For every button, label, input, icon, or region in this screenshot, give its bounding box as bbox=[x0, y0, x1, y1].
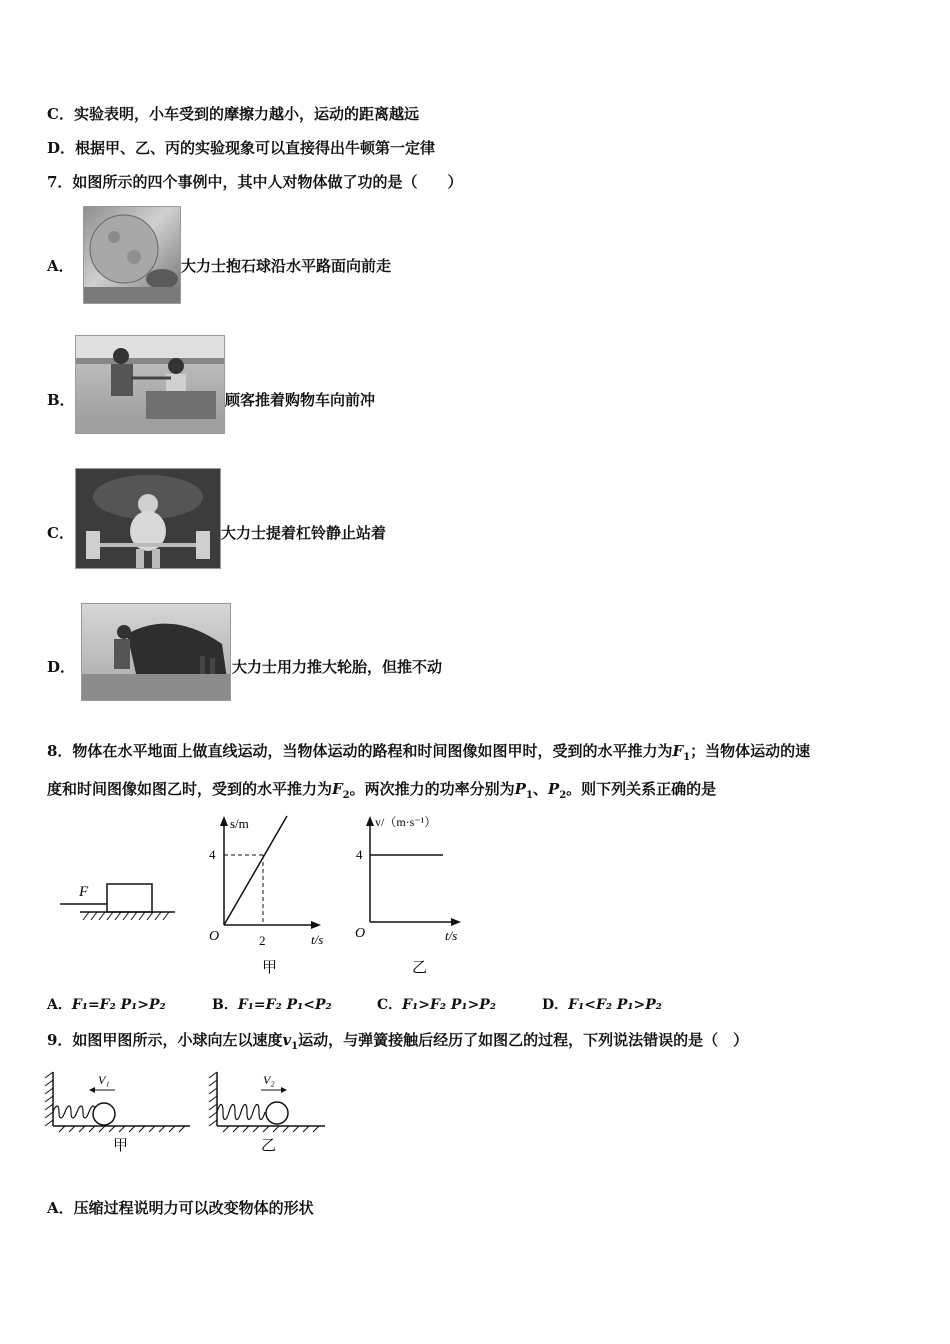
q8-sub-1: 1 bbox=[683, 752, 691, 763]
q8-answer-a-rel2: P₁>P₂ bbox=[120, 997, 166, 1013]
block bbox=[107, 884, 152, 912]
q8-answer-a-rel1: F₁=F₂ bbox=[71, 997, 116, 1013]
question-8-line-2 bbox=[47, 778, 716, 801]
q8-answer-c-rel2: P₁>P₂ bbox=[450, 997, 496, 1013]
q7-option-d-label: D． bbox=[47, 658, 76, 676]
q8-answer-b bbox=[212, 994, 332, 1014]
q8-var-p1: P bbox=[514, 780, 526, 798]
ball-left bbox=[93, 1103, 115, 1125]
question-8-line-1 bbox=[47, 740, 810, 763]
q8-answer-d bbox=[542, 994, 662, 1014]
spring-figure-yi bbox=[209, 1072, 325, 1154]
stone-ball-image bbox=[84, 207, 180, 303]
q8-text-2c: 、 bbox=[532, 780, 548, 798]
question-7: 7．如图所示的四个事例中，其中人对物体做了功的是（ ） bbox=[47, 173, 463, 191]
graph-a-y-arrow bbox=[220, 816, 228, 826]
q7-option-b-text: 顾客推着购物车向前冲 bbox=[225, 391, 376, 409]
q8-text-2d: 。则下列关系正确的是 bbox=[566, 780, 717, 798]
q9-text-a: 9．如图甲图所示，小球向左以速度 bbox=[47, 1031, 283, 1049]
q8-text-2b: 。两次推力的功率分别为 bbox=[349, 780, 515, 798]
v1-label: V₁ bbox=[98, 1073, 110, 1087]
graph-a-origin: O bbox=[209, 929, 220, 944]
floor-right-hatch bbox=[223, 1126, 319, 1132]
q7-option-d-text: 大力士用力推大轮胎，但推不动 bbox=[232, 658, 443, 676]
q7-option-c-text: 大力士提着杠铃静止站着 bbox=[221, 524, 387, 542]
caption-jia: 甲 bbox=[113, 1138, 129, 1154]
q9-option-a-label: A． bbox=[47, 1199, 74, 1217]
graph-a-caption: 甲 bbox=[262, 960, 278, 976]
q9-var-v1: v bbox=[282, 1031, 292, 1049]
spring-right bbox=[217, 1105, 265, 1120]
wall-right-hatch bbox=[209, 1072, 217, 1126]
graph-b-caption: 乙 bbox=[412, 960, 428, 976]
q8-answer-c bbox=[377, 994, 496, 1014]
force-label: F bbox=[79, 884, 89, 900]
q8-var-f1: F bbox=[672, 742, 684, 760]
tire-image bbox=[82, 604, 230, 700]
q8-answer-d-rel1: F₁<F₂ bbox=[568, 997, 613, 1013]
q8-sub-p1: 1 bbox=[525, 790, 533, 801]
graph-b-xlabel: t/s bbox=[445, 928, 458, 943]
q7-option-c-label: C． bbox=[47, 524, 74, 542]
q8-answer-b-rel1: F₁=F₂ bbox=[237, 997, 282, 1013]
graph-b-y-arrow bbox=[366, 816, 374, 826]
q8-answer-c-label: C． bbox=[377, 997, 403, 1013]
option-d-prev: D．根据甲、乙、丙的实验现象可以直接得出牛顿第一定律 bbox=[47, 139, 436, 157]
spring-figure-jia bbox=[45, 1072, 190, 1154]
q8-answer-d-rel2: P₁>P₂ bbox=[616, 997, 662, 1013]
q8-sub-p2: 2 bbox=[559, 790, 567, 801]
q9-text-b: 运动，与弹簧接触后经历了如图乙的过程，下列说法错误的是（ ） bbox=[298, 1031, 749, 1049]
q8-sub-2: 2 bbox=[342, 790, 350, 801]
option-c-prev: C．实验表明，小车受到的摩擦力越小，运动的距离越远 bbox=[47, 105, 419, 123]
arrow-right-head bbox=[281, 1087, 287, 1093]
question-9 bbox=[47, 1029, 748, 1052]
q8-answer-d-label: D． bbox=[542, 997, 569, 1013]
ball-right bbox=[266, 1102, 288, 1124]
v2-label: V₂ bbox=[263, 1073, 275, 1087]
q7-option-b-label: B． bbox=[47, 391, 75, 409]
shopping-cart-photo bbox=[75, 335, 225, 434]
graph-a-y-tick: 4 bbox=[209, 847, 216, 862]
graph-b-x-arrow bbox=[451, 918, 461, 926]
q9-figure bbox=[45, 1068, 335, 1158]
ground-hatch bbox=[83, 912, 169, 920]
graph-a-xlabel: t/s bbox=[311, 932, 324, 947]
graph-b-origin: O bbox=[355, 926, 366, 941]
shopping-cart-image bbox=[76, 336, 224, 433]
q8-text-1a: 8．物体在水平地面上做直线运动，当物体运动的路程和时间图像如图甲时，受到的水平推力为 bbox=[47, 742, 673, 760]
caption-yi: 乙 bbox=[261, 1138, 277, 1154]
q8-text-2a: 度和时间图像如图乙时，受到的水平推力为 bbox=[47, 780, 333, 798]
q8-answer-b-label: B． bbox=[212, 997, 238, 1013]
graph-a bbox=[209, 816, 323, 976]
floor-left-hatch bbox=[59, 1126, 185, 1132]
graph-a-ylabel: s/m bbox=[230, 816, 249, 831]
q7-option-a-label: A． bbox=[47, 257, 74, 275]
stone-ball-photo bbox=[83, 206, 181, 304]
wall-left-hatch bbox=[45, 1072, 53, 1126]
graph-a-x-arrow bbox=[311, 921, 321, 929]
graph-b bbox=[355, 815, 461, 976]
q8-var-f2: F bbox=[332, 780, 343, 798]
graph-a-x-tick: 2 bbox=[259, 933, 266, 948]
arrow-left-head bbox=[89, 1087, 95, 1093]
q9-option-a bbox=[47, 1197, 314, 1218]
q9-option-a-text: 压缩过程说明力可以改变物体的形状 bbox=[73, 1199, 314, 1217]
graph-b-y-tick: 4 bbox=[356, 847, 363, 862]
q8-answer-b-rel2: P₁<P₂ bbox=[286, 997, 332, 1013]
q8-answer-c-rel1: F₁>F₂ bbox=[402, 997, 447, 1013]
q8-answer-a-label: A． bbox=[47, 997, 72, 1013]
q8-text-1b: ；当物体运动的速 bbox=[690, 742, 811, 760]
q8-var-p2: P bbox=[547, 780, 560, 798]
q8-answer-a bbox=[47, 994, 166, 1014]
q7-option-a-text: 大力士抱石球沿水平路面向前走 bbox=[181, 257, 392, 275]
barbell-photo bbox=[75, 468, 221, 569]
block-diagram bbox=[60, 884, 175, 920]
tire-photo bbox=[81, 603, 231, 701]
q9-sub-1: 1 bbox=[291, 1041, 299, 1052]
spring-left bbox=[53, 1106, 95, 1118]
barbell-image bbox=[76, 469, 220, 568]
graph-b-ylabel: v/（m·s⁻¹） bbox=[375, 815, 437, 829]
q8-figure bbox=[55, 812, 475, 982]
graph-a-line bbox=[224, 816, 287, 925]
